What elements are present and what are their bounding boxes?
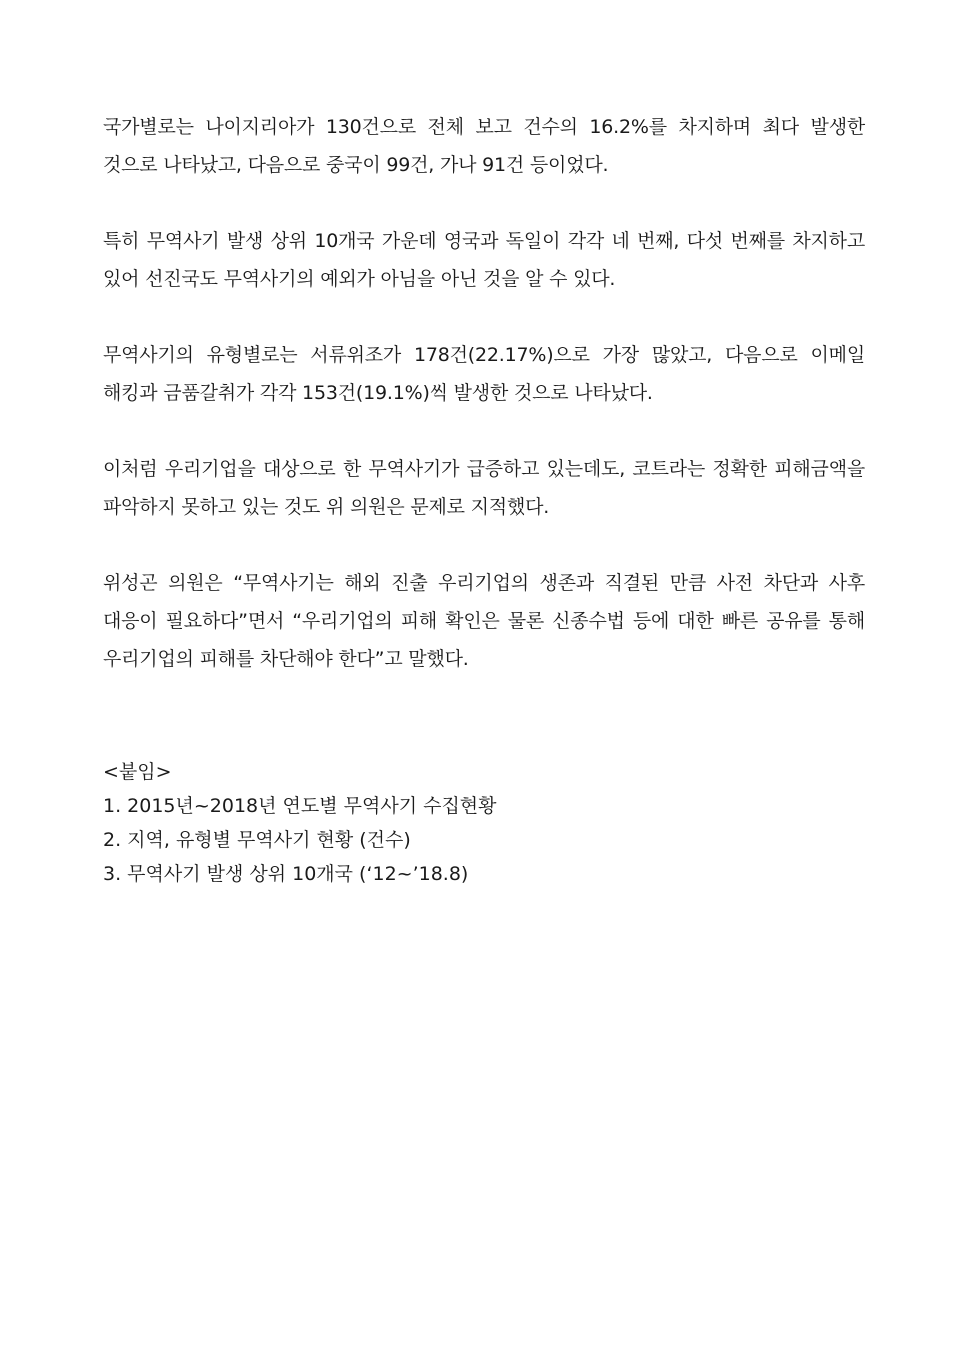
paragraph-developed-countries: 특히 무역사기 발생 상위 10개국 가운데 영국과 독일이 각각 네 번째, 다섯 번째를 차지하고 있어 선진국도 무역사기의 예외가 아님을 아닌 것을 알 수 있다. xyxy=(103,230,865,290)
article-body xyxy=(103,108,865,716)
attachments-title: <붙임> xyxy=(103,761,172,783)
paragraph-country-stats: 국가별로는 나이지리아가 130건으로 전체 보고 건수의 16.2%를 차지하며 최다 발생한 것으로 나타났고, 다음으로 중국이 99건, 가나 91건 등이었다. xyxy=(103,116,865,176)
attachments-section xyxy=(103,755,865,891)
paragraph-damage-amount: 이처럼 우리기업을 대상으로 한 무역사기가 급증하고 있는데도, 코트라는 정확한 피해금액을 파악하지 못하고 있는 것도 위 의원은 문제로 지적했다. xyxy=(103,458,865,518)
attachment-item: 2. 지역, 유형별 무역사기 현황 (건수) xyxy=(103,829,411,851)
attachments-list xyxy=(103,789,865,891)
paragraph-fraud-types: 무역사기의 유형별로는 서류위조가 178건(22.17%)으로 가장 많았고, 다음으로 이메일 해킹과 금품갈취가 각각 153건(19.1%)씩 발생한 것으로 나타났다. xyxy=(103,344,865,404)
attachment-item: 3. 무역사기 발생 상위 10개국 (‘12~’18.8) xyxy=(103,863,469,885)
attachment-item: 1. 2015년~2018년 연도별 무역사기 수집현황 xyxy=(103,795,497,817)
paragraph-lawmaker-quote: 위성곤 의원은 “무역사기는 해외 진출 우리기업의 생존과 직결된 만큼 사전 차단과 사후 대응이 필요하다”면서 “우리기업의 피해 확인은 물론 신종수법 등에 대한 빠른 공유를 통해 우리기업의 피해를 차단해야 한다”고 말했다. xyxy=(103,572,865,670)
